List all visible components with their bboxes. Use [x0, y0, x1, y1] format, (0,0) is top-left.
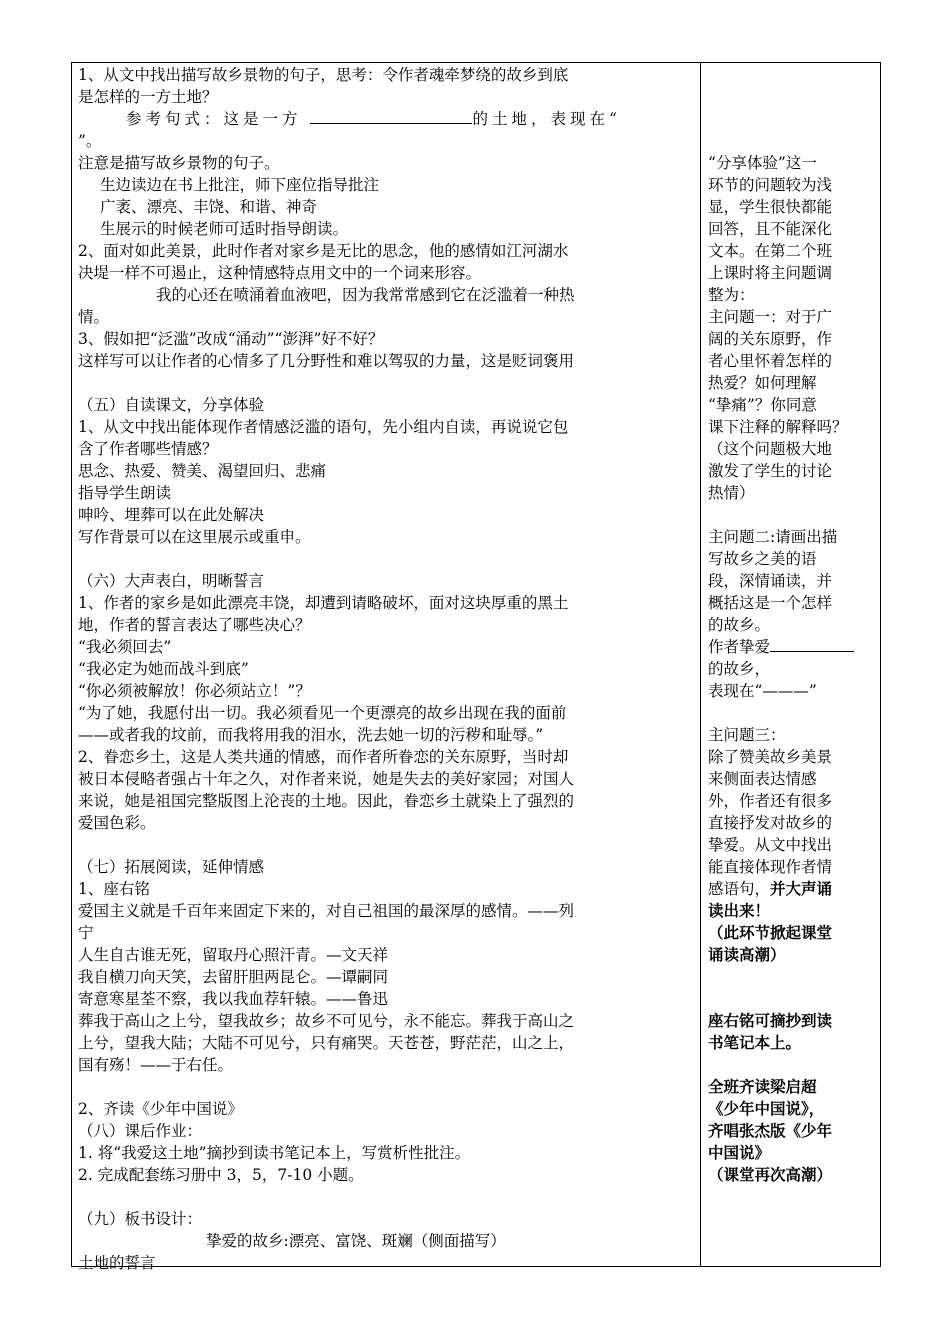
note-line: “分享体验”这一	[708, 154, 817, 172]
note-line: 概括这是一个怎样	[708, 594, 833, 612]
text-line: 是怎样的一方土地？	[78, 88, 218, 106]
text-line: 国有殇！——于右任。	[78, 1056, 234, 1074]
sentence-pattern-middle: 的土地，表现在“	[472, 110, 621, 128]
text-line: 寄意寒星荃不察，我以我血荐轩辕。——鲁迅	[78, 990, 389, 1008]
text-line: 1、座右铭	[78, 880, 150, 898]
note-line: 环节的问题较为浅	[708, 176, 833, 194]
blank-line	[708, 86, 878, 108]
text-line: 广袤、漂亮、丰饶、和谐、神奇	[100, 198, 318, 216]
blank-line	[708, 130, 878, 152]
text-line: “我必须回去”	[78, 638, 172, 656]
note-line: 诵读高潮）	[708, 945, 786, 964]
teaching-process-column	[78, 64, 695, 1272]
text-line: 爱国主义就是千百年来固定下来的，对自己祖国的最深厚的感情。——列	[78, 902, 575, 920]
text-line: 2. 完成配套练习册中 3，5，7-10 小题。	[78, 1166, 364, 1184]
text-line: 1、从文中找出描写故乡景物的句子，思考：令作者魂牵梦绕的故乡到底	[78, 66, 569, 84]
note-line: 主问题二:请画出描	[708, 528, 838, 546]
note-line: 主问题一：对于广	[708, 308, 833, 326]
note-line: 来侧面表达情感	[708, 770, 817, 788]
note-line: 座右铭可摘抄到读	[708, 1011, 833, 1030]
text-line: 指导学生朗读	[78, 484, 172, 502]
column-divider	[700, 63, 701, 1266]
text-line: 思念、热爱、赞美、渴望回归、悲痛	[78, 462, 327, 480]
note-line: 中国说》	[708, 1143, 771, 1162]
text-line: 我的心还在喷涌着血液吧，因为我常常感到它在泛滥着一种热	[156, 286, 575, 304]
note-line: 主问题三：	[708, 726, 786, 744]
note-bold-text: 并大声诵	[770, 879, 833, 898]
note-line: 课下注释的解释吗？	[708, 418, 848, 436]
blank-line	[708, 988, 878, 1010]
blank-line	[708, 702, 878, 724]
note-line: 热情）	[708, 484, 755, 502]
note-line: 段，深情诵读，并	[708, 572, 833, 590]
note-line: 阔的关东原野，作	[708, 330, 833, 348]
note-line: （此环节掀起课堂	[708, 923, 833, 942]
text-line: 被日本侵略者强占十年之久，对作者来说，她是失去的美好家园；对国人	[78, 770, 575, 788]
blank-line	[708, 108, 878, 130]
note-line	[708, 878, 878, 900]
note-line: 齐唱张杰版《少年	[708, 1121, 833, 1140]
note-line	[708, 636, 878, 658]
note-line: “挚痛”？你同意	[708, 396, 817, 414]
text-line: 3、假如把“泛滥”改成“涌动”“澎湃”好不好？	[78, 330, 384, 348]
note-line: 外，作者还有很多	[708, 792, 833, 810]
fill-blank	[770, 636, 854, 652]
text-line: 挚爱的故乡:漂亮、富饶、斑斓（侧面描写）	[206, 1232, 506, 1250]
text-line: 葬我于高山之上兮，望我故乡；故乡不可见兮，永不能忘。葬我于高山之	[78, 1012, 575, 1030]
note-line: 《少年中国说》，	[708, 1099, 825, 1118]
text-line: “你必须被解放！你必须站立！”？	[78, 682, 311, 700]
text-line: 来说，她是祖国完整版图上沦丧的土地。因此，眷恋乡土就染上了强烈的	[78, 792, 575, 810]
lesson-plan-table	[71, 62, 881, 1272]
text-line: 土地的誓言	[78, 1254, 156, 1272]
blank-line	[78, 372, 695, 394]
text-line: ——或者我的坟前，而我将用我的泪水，洗去她一切的污秽和耻辱。”	[78, 726, 544, 744]
blank-line	[708, 64, 878, 86]
note-line: 书笔记本上。	[708, 1033, 802, 1052]
blank-line	[708, 504, 878, 526]
note-line: 文本。在第二个班	[708, 242, 833, 260]
text-line: ”。	[78, 132, 102, 150]
note-line: 全班齐读梁启超	[708, 1077, 817, 1096]
note-line: 能直接体现作者情	[708, 858, 833, 876]
text-line: “为了她，我愿付出一切。我必须看见一个更漂亮的故乡出现在我的面前	[78, 704, 567, 722]
text-line: 生展示的时候老师可适时指导朗读。	[100, 220, 349, 238]
text-line: 情。	[78, 308, 110, 326]
note-text: 作者挚爱	[708, 638, 771, 656]
note-line: 的故乡，	[708, 660, 771, 678]
text-line: 生边读边在书上批注，师下座位指导批注	[100, 176, 380, 194]
text-line: 这样写可以让作者的心情多了几分野性和难以驾驭的力量，这是贬词褒用	[78, 352, 575, 370]
text-line: 1. 将“我爱这土地”摘抄到读书笔记本上，写赏析性批注。	[78, 1144, 471, 1162]
text-line: 写作背景可以在这里展示或重申。	[78, 528, 311, 546]
section-heading: （五）自读课文，分享体验	[78, 396, 265, 414]
sentence-pattern-line	[78, 108, 695, 130]
text-line: 上兮，望我大陆；大陆不可见兮，只有痛哭。天苍苍，野茫茫，山之上，	[78, 1034, 575, 1052]
blank-line	[78, 548, 695, 570]
note-line: 者心里怀着怎样的	[708, 352, 833, 370]
text-line: 2、齐读《少年中国说》	[78, 1100, 243, 1118]
note-line: 表现在“———”	[708, 682, 817, 700]
text-line: 2、面对如此美景，此时作者对家乡是无比的思念，他的感情如江河湖水	[78, 242, 569, 260]
note-line: （课堂再次高潮）	[708, 1165, 833, 1184]
blank-line	[78, 834, 695, 856]
text-line: 呻吟、埋葬可以在此处解决	[78, 506, 265, 524]
note-line: 读出来！	[708, 901, 771, 920]
note-line: 直接抒发对故乡的	[708, 814, 833, 832]
note-line: 除了赞美故乡美景	[708, 748, 833, 766]
note-line: 热爱？如何理解	[708, 374, 817, 392]
text-line: 决堤一样不可遏止，这种情感特点用文中的一个词来形容。	[78, 264, 482, 282]
note-text: 感语句，	[708, 880, 771, 898]
fill-blank	[310, 108, 472, 124]
note-line: （这个问题极大地	[708, 440, 833, 458]
blank-line	[708, 1054, 878, 1076]
section-heading: （六）大声表白，明晰誓言	[78, 572, 265, 590]
note-line: 回答，且不能深化	[708, 220, 833, 238]
note-line: 的故乡。	[708, 616, 771, 634]
text-line: 我自横刀向天笑，去留肝胆两昆仑。—谭嗣同	[78, 968, 389, 986]
text-line: 注意是描写故乡景物的句子。	[78, 154, 280, 172]
text-line: 1、从文中找出能体现作者情感泛滥的语句，先小组内自读，再说说它包	[78, 418, 569, 436]
note-line: 激发了学生的讨论	[708, 462, 833, 480]
note-line: 写故乡之美的语	[708, 550, 817, 568]
text-line: 宁	[78, 924, 94, 942]
blank-line	[78, 1186, 695, 1208]
text-line: 爱国色彩。	[78, 814, 156, 832]
text-line: 2、眷恋乡土，这是人类共通的情感，而作者所眷恋的关东原野，当时却	[78, 748, 569, 766]
text-line: 含了作者哪些情感？	[78, 440, 218, 458]
note-line: 挚爱。从文中找出	[708, 836, 833, 854]
note-line: 显，学生很快都能	[708, 198, 833, 216]
text-line: 1、作者的家乡是如此漂亮丰饶，却遭到请略破坏，面对这块厚重的黑土	[78, 594, 569, 612]
sentence-pattern-prefix: 参考句式：这是一方	[126, 110, 302, 128]
text-line: 地，作者的誓言表达了哪些决心？	[78, 616, 311, 634]
note-line: 上课时将主问题调	[708, 264, 833, 282]
reflection-column	[708, 64, 878, 1264]
text-line: 人生自古谁无死，留取丹心照汗青。—文天祥	[78, 946, 389, 964]
note-line: 整为：	[708, 286, 755, 304]
blank-line	[78, 1076, 695, 1098]
section-heading: （七）拓展阅读，延伸情感	[78, 858, 265, 876]
section-heading: （八）课后作业：	[78, 1122, 203, 1140]
blank-line	[708, 966, 878, 988]
section-heading: （九）板书设计：	[78, 1210, 203, 1228]
text-line: “我必定为她而战斗到底”	[78, 660, 249, 678]
